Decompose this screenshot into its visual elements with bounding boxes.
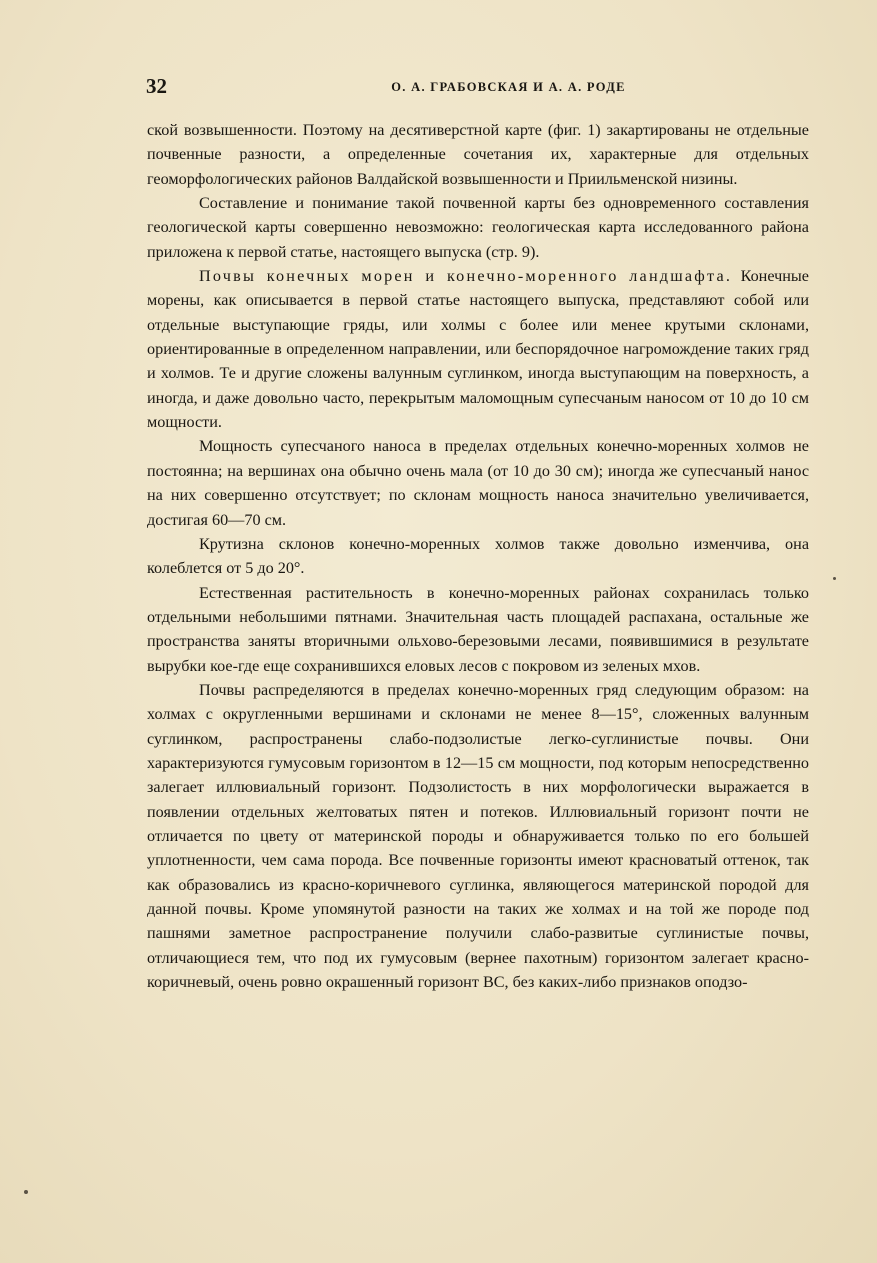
- running-head: О. А. ГРАБОВСКАЯ И А. А. РОДЕ: [391, 80, 626, 94]
- section-heading: Почвы конечных морен и конечно-моренного ландшафта.: [199, 267, 733, 286]
- paragraph-2: Составление и понимание такой почвенной карты без одновременного составления геологической карты совершенно невозможно: геологическая карта исследованного района приложена к первой статье, настоящего выпуска (стр. 9).: [147, 194, 809, 261]
- paragraph-4: Мощность супесчаного наноса в пределах отдельных конечно-моренных холмов не постоянна; на вершинах она обычно очень мала (от 10 до 30 см); иногда же супесчаный нанос на них совершенно отсутствует; по склонам мощность наноса значительно увеличивается, достигая 60—70 см.: [147, 437, 809, 529]
- paragraph-7: Почвы распределяются в пределах конечно-моренных гряд следующим образом: на холмах с округленными вершинами и склонами не менее 8—15°, сложенных валунным суглинком, распространены слабо-подзолистые легко-суглинистые почвы. Они характеризуются гумусовым горизонтом в 12—15 см мощности, под которым непосредственно залегает иллювиальный горизонт. Подзолистость в них морфологически выражается в появлении отдельных желтоватых пятен и потеков. Иллювиальный горизонт почти не отличается по цвету от материнской породы и обнаруживается только по его большей уплотненности, чем сама порода. Все почвенные горизонты имеют красноватый оттенок, так как образовались из красно-коричневого суглинка, являющегося материнской породой для данной почвы. Кроме упомянутой разности на таких же холмах и на той же породе под пашнями заметное распространение получили слабо-развитые суглинистые почвы, отличающиеся тем, что под их гумусовым (вернее пахотным) горизонтом залегает красно-коричневый, очень ровно окрашенный горизонт ВС, без каких-либо признаков оподзо-: [147, 680, 809, 992]
- page-number: 32: [146, 74, 167, 98]
- paragraph-1: ской возвышенности. Поэтому на десятиверстной карте (фиг. 1) закартированы не отдельные почвенные разности, а определенные сочетания их, характерные для отдельных геоморфологических районов Валдайской возвышенности и Приильменской низины.: [147, 121, 809, 188]
- body-text: [147, 118, 809, 994]
- paper-speck: [24, 1190, 28, 1194]
- paragraph-3: [147, 264, 809, 434]
- page-header: [146, 74, 811, 104]
- paragraph-6: Естественная растительность в конечно-моренных районах сохранилась только отдельными небольшими пятнами. Значительная часть площадей распахана, остальные же пространства заняты вторичными ольхово-березовыми лесами, появившимися в результате вырубки кое-где еще сохранившихся еловых лесов с покровом из зеленых мхов.: [147, 583, 809, 675]
- paper-speck: [833, 577, 836, 580]
- paragraph-5: Крутизна склонов конечно-моренных холмов также довольно изменчива, она колеблется от 5 до 20°.: [147, 534, 809, 578]
- paragraph-3-text: Конечные морены, как описывается в первой статье настоящего выпуска, представляют собой или отдельные выступающие гряды, или холмы с более или менее крутыми склонами, ориентированные в определенном направлении, или беспорядочное нагромождение таких гряд и холмов. Те и другие сложены валунным суглинком, иногда выступающим на поверхность, а иногда, и даже довольно часто, перекрытым маломощным супесчаным наносом от 10 до 10 см мощности.: [147, 267, 809, 432]
